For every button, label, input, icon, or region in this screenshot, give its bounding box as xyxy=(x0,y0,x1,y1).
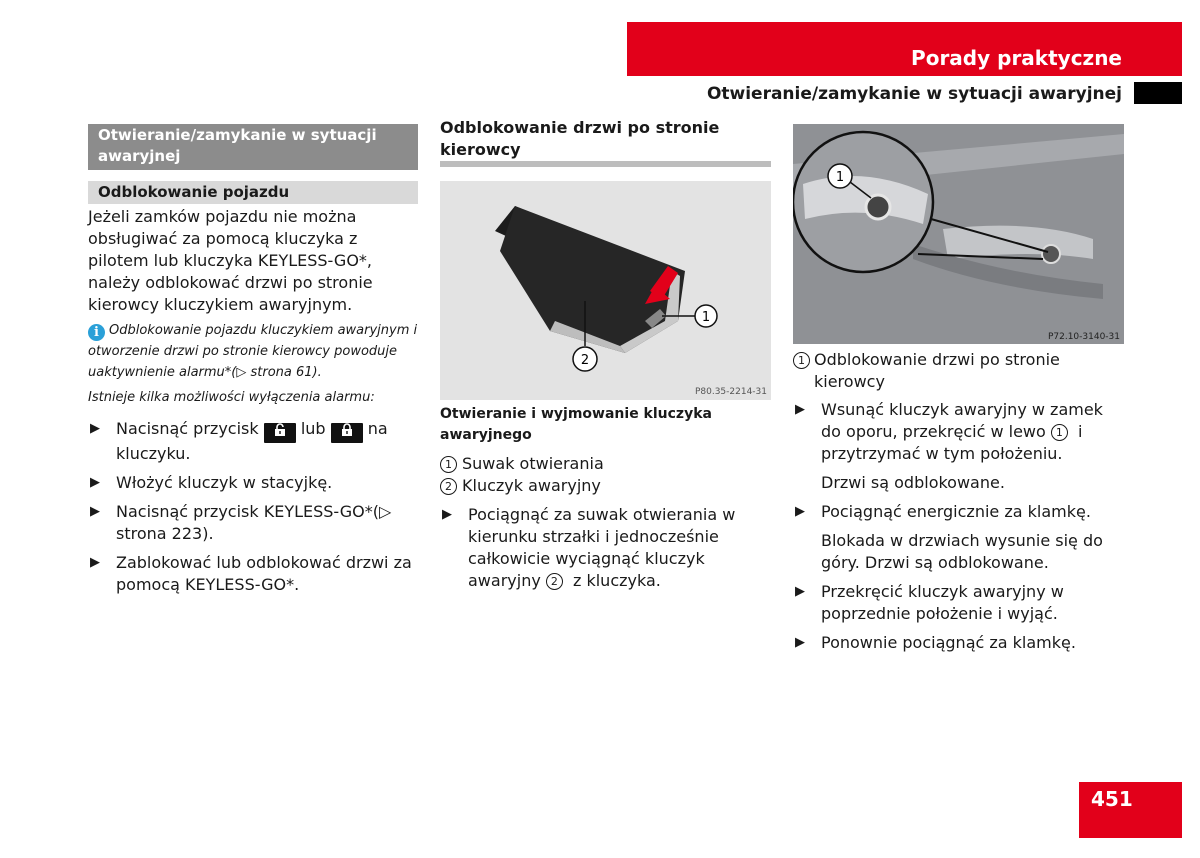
list-item xyxy=(793,501,1124,523)
figure-caption: Otwieranie i wyjmowanie kluczyka awaryjnego xyxy=(440,406,712,443)
bullet-icon: ▶ xyxy=(795,584,805,599)
number-1-icon: 1 xyxy=(440,456,457,473)
legend-item xyxy=(793,349,1124,393)
legend-text: Suwak otwierania xyxy=(462,454,604,473)
legend-text: Odblokowanie drzwi po stronie kierowcy xyxy=(814,350,1060,391)
legend-item xyxy=(440,453,771,475)
step-text: Nacisnąć przycisk xyxy=(116,419,259,438)
page-number: 451 xyxy=(1079,782,1182,838)
list-item xyxy=(793,399,1124,465)
image-code: P80.35-2214-31 xyxy=(694,387,767,397)
key-drawing xyxy=(440,181,771,400)
subsection-title: Odblokowanie pojazdu xyxy=(88,181,418,204)
step-text: Wsunąć kluczyk awaryjny w zamek do oporu, przekręcić w lewo xyxy=(821,400,1103,441)
right-steps-list xyxy=(793,399,1124,661)
number-2-icon: 2 xyxy=(546,573,563,590)
section-header: Otwieranie/zamykanie w sytuacji awaryjnej xyxy=(706,84,1122,104)
step-text: Przekręcić kluczyk awaryjny w poprzednie położenie i wyjąć. xyxy=(821,582,1064,623)
bullet-icon: ▶ xyxy=(90,504,100,519)
callout-1: 1 xyxy=(835,170,845,185)
step-text: Nacisnąć przycisk KEYLESS-GO*(▷ strona 223). xyxy=(116,502,392,543)
bullet-icon: ▶ xyxy=(442,507,452,522)
list-item xyxy=(793,581,1124,625)
bullet-icon: ▶ xyxy=(795,635,805,650)
callout-2: 2 xyxy=(580,353,590,368)
key-illustration xyxy=(440,181,771,400)
door-handle-photo xyxy=(793,124,1124,344)
step-text: na kluczyku. xyxy=(116,419,388,463)
legend-text: Kluczyk awaryjny xyxy=(462,476,601,495)
bullet-icon: ▶ xyxy=(90,475,100,490)
number-2-icon: 2 xyxy=(440,478,457,495)
middle-steps-list xyxy=(440,504,771,599)
chapter-bar xyxy=(627,22,1182,76)
section-title: Otwieranie/zamykanie w sytuacji awaryjnej xyxy=(88,124,418,170)
step-text: z kluczyka. xyxy=(572,571,661,590)
list-item xyxy=(88,501,418,545)
number-1-icon: 1 xyxy=(1051,424,1068,441)
column-heading: Odblokowanie drzwi po stronie kierowcy xyxy=(440,118,720,159)
step-text: Zablokować lub odblokować drzwi za pomocą KEYLESS-GO*. xyxy=(116,553,412,594)
list-item xyxy=(440,504,771,592)
step-result: Blokada w drzwiach wysunie się do góry. Drzwi są odblokowane. xyxy=(821,531,1103,572)
number-1-icon: 1 xyxy=(793,352,810,369)
step-text: Pociągnąć energicznie za klamkę. xyxy=(821,502,1091,521)
step-text: Pociągnąć za suwak otwierania w kierunku strzałki i jednocześnie całkowicie wyciągnąć kluczyk awaryjny xyxy=(468,505,736,590)
legend-item xyxy=(440,475,771,497)
figure-legend xyxy=(440,453,771,497)
bullet-icon: ▶ xyxy=(795,504,805,519)
step-text: Włożyć kluczyk w stacyjkę. xyxy=(116,473,333,492)
list-item xyxy=(88,552,418,596)
bullet-icon: ▶ xyxy=(90,421,100,436)
callout-1: 1 xyxy=(701,310,711,325)
list-item xyxy=(793,632,1124,654)
info-icon: i xyxy=(88,324,105,341)
image-code: P72.10-3140-31 xyxy=(1047,332,1120,342)
list-item xyxy=(88,418,418,465)
unlock-icon xyxy=(264,423,296,443)
step-text: Ponownie pociągnąć za klamkę. xyxy=(821,633,1076,652)
bullet-icon: ▶ xyxy=(90,555,100,570)
alarm-note: Istnieje kilka możliwości wyłączenia alarmu: xyxy=(88,390,375,405)
divider xyxy=(440,161,771,167)
step-text: lub xyxy=(300,419,326,438)
chapter-title: Porady praktyczne xyxy=(911,46,1122,70)
bullet-icon: ▶ xyxy=(795,402,805,417)
info-note xyxy=(88,320,418,383)
lock-icon xyxy=(331,423,363,443)
info-text: Odblokowanie pojazdu kluczykiem awaryjnym i otworzenie drzwi po stronie kierowcy powoduje uaktywnienie alarmu*(▷ strona 61). xyxy=(88,323,418,380)
step-result: Drzwi są odblokowane. xyxy=(821,473,1005,492)
figure-legend xyxy=(793,349,1124,393)
door-drawing xyxy=(793,124,1124,344)
intro-paragraph: Jeżeli zamków pojazdu nie można obsługiwać za pomocą kluczyka z pilotem lub kluczyka KEYLESS-GO*, należy odblokować drzwi po stronie kierowcy kluczykiem awaryjnym. xyxy=(88,207,373,314)
list-item xyxy=(88,472,418,494)
left-steps-list xyxy=(88,418,418,603)
header-marker-block xyxy=(1134,82,1182,104)
step-text: i przytrzymać w tym położeniu. xyxy=(821,422,1083,463)
